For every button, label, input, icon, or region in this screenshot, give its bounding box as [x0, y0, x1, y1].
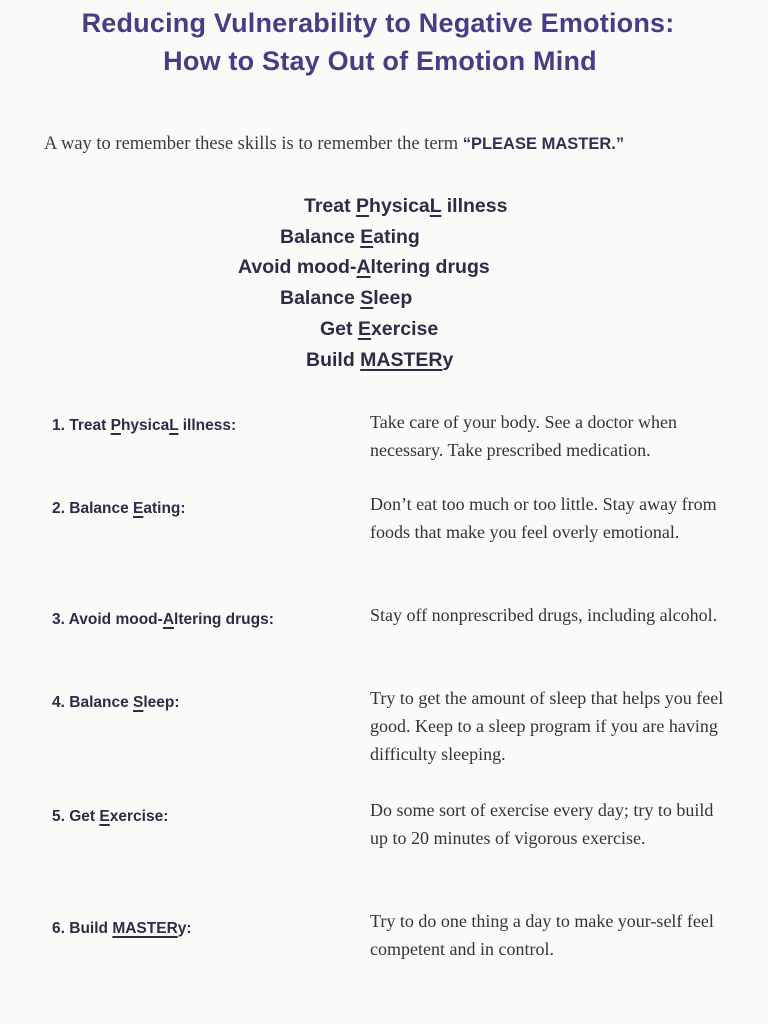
- acronym-line-physical: Treat PhysicaL illness: [304, 195, 508, 217]
- acronym-line-sleep: Balance Sleep: [280, 287, 413, 309]
- page-title-line-1: Reducing Vulnerability to Negative Emotions:: [81, 8, 675, 38]
- list-item-description: Stay off nonprescribed drugs, including alcohol.: [370, 605, 718, 625]
- list-item-label: 1. Treat PhysicaL illness:: [52, 417, 237, 434]
- list-item-description: Take care of your body. See a doctor when necessary. Take prescribed medication.: [370, 412, 677, 460]
- list-item-label: 4. Balance Sleep:: [52, 694, 180, 711]
- list-item-label: 5. Get Exercise:: [52, 808, 169, 825]
- list-item-description: Try to get the amount of sleep that helps you feel good. Keep to a sleep program if you are having difficulty sleeping.: [370, 688, 724, 764]
- page-title-line-2: How to Stay Out of Emotion Mind: [163, 46, 597, 76]
- list-item-label: 2. Balance Eating:: [52, 500, 186, 517]
- intro-sentence: [44, 134, 624, 155]
- acronym-line-altering: Avoid mood-Altering drugs: [238, 256, 490, 278]
- intro-term: “PLEASE MASTER.”: [462, 135, 625, 153]
- acronym-line-mastery: Build MASTERy: [306, 349, 454, 371]
- list-item-description: Don’t eat too much or too little. Stay away from foods that make you feel overly emotional.: [370, 494, 717, 542]
- list-item-label: 6. Build MASTERy:: [52, 920, 192, 937]
- acronym-line-exercise: Get Exercise: [320, 318, 439, 340]
- list-item-label: 3. Avoid mood-Altering drugs:: [52, 611, 274, 628]
- acronym-line-eating: Balance Eating: [280, 226, 420, 248]
- intro-text: A way to remember these skills is to remember the term: [44, 134, 463, 154]
- list-item-description: Try to do one thing a day to make your-self feel competent and in control.: [370, 911, 714, 959]
- list-item-description: Do some sort of exercise every day; try to build up to 20 minutes of vigorous exercise.: [370, 800, 714, 848]
